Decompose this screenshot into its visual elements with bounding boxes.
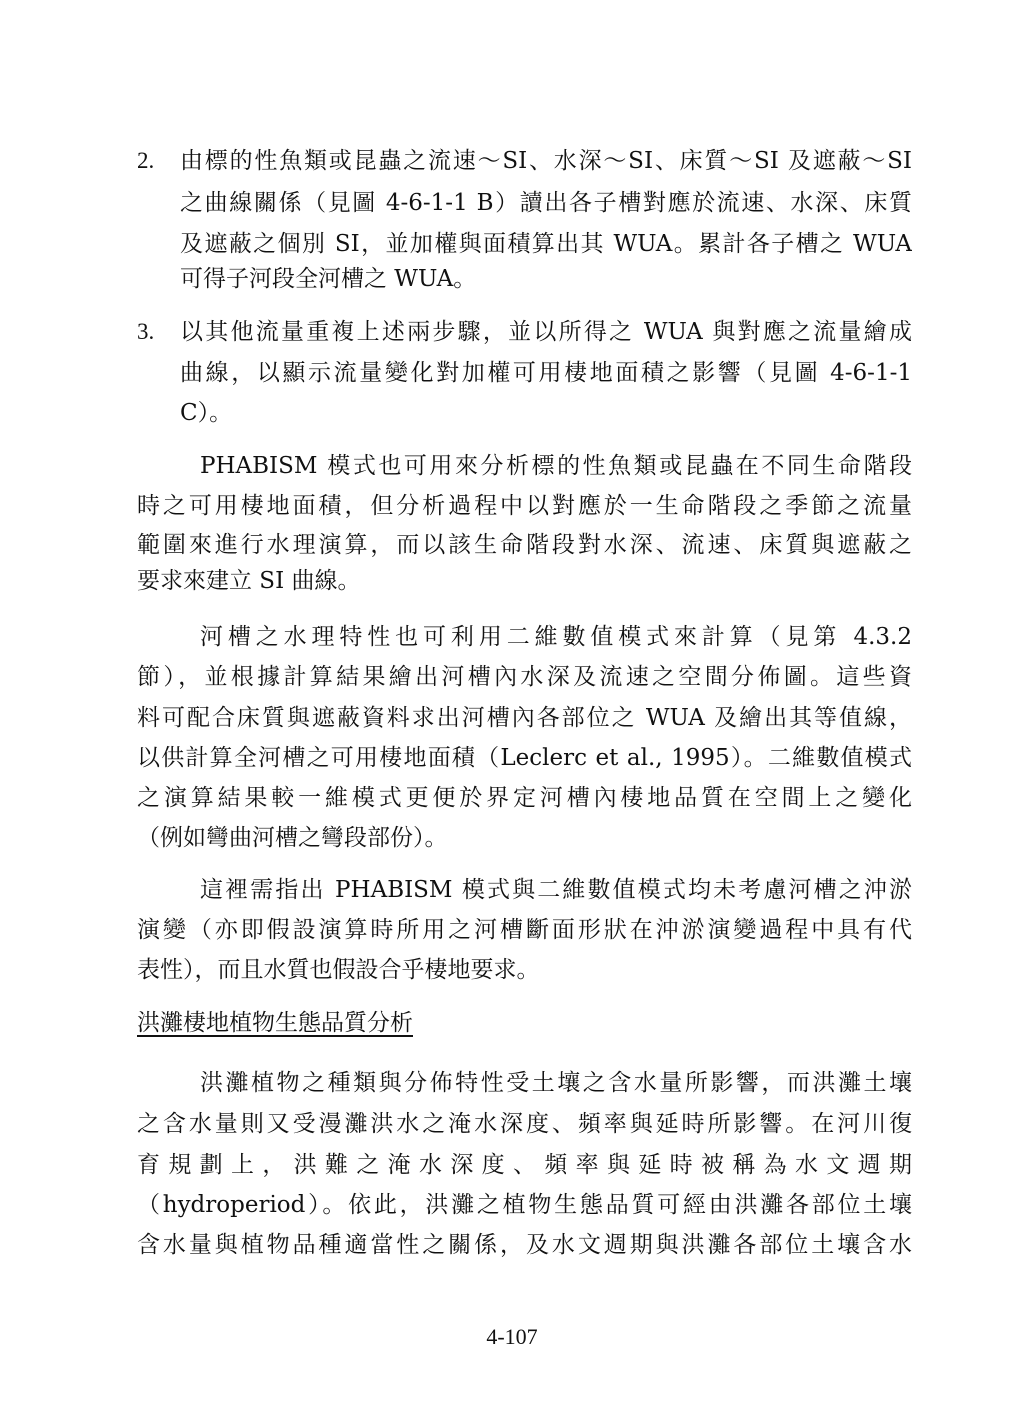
section-heading: 洪灘棲地植物生態品質分析	[137, 1010, 413, 1036]
page-number: 4-107	[486, 1324, 538, 1349]
paragraph-line: 洪灘植物之種類與分佈特性受土壤之含水量所影響，而洪灘土壤	[200, 1070, 912, 1096]
paragraph-line: （例如彎曲河槽之彎段部份）。	[137, 825, 448, 851]
paragraph-line: 時之可用棲地面積，但分析過程中以對應於一生命階段之季節之流量	[137, 493, 912, 519]
list-item-line: 之曲線關係（見圖 4-6-1-1 B）讀出各子槽對應於流速、水深、床質	[180, 190, 912, 216]
list-item-line: 曲線，以顯示流量變化對加權可用棲地面積之影響（見圖 4-6-1-1	[180, 360, 912, 386]
paragraph-line: 之含水量則又受漫灘洪水之淹水深度、頻率與延時所影響。在河川復	[137, 1111, 912, 1137]
list-number: 3.	[137, 319, 155, 344]
paragraph-line: 範圍來進行水理演算，而以該生命階段對水深、流速、床質與遮蔽之	[137, 532, 912, 558]
paragraph-line: 這裡需指出 PHABISM 模式與二維數值模式均未考慮河槽之沖淤	[200, 877, 912, 903]
paragraph-line: 以供計算全河槽之可用棲地面積（Leclerc et al., 1995）。二維數值模式	[137, 745, 912, 771]
paragraph-line: 河槽之水理特性也可利用二維數值模式來計算（見第 4.3.2	[200, 624, 912, 650]
list-item-line: 可得子河段全河槽之 WUA。	[180, 266, 477, 292]
paragraph-line: 演變（亦即假設演算時所用之河槽斷面形狀在沖淤演變過程中具有代	[137, 917, 912, 943]
list-number: 2.	[137, 148, 155, 173]
paragraph-line: 育規劃上，洪難之淹水深度、頻率與延時被稱為水文週期	[137, 1152, 912, 1178]
paragraph-line: （hydroperiod）。依此，洪灘之植物生態品質可經由洪灘各部位土壤	[137, 1192, 912, 1218]
paragraph-line: 要求來建立 SI 曲線。	[137, 568, 361, 594]
paragraph-line: 料可配合床質與遮蔽資料求出河槽內各部位之 WUA 及繪出其等值線，	[137, 705, 912, 731]
paragraph-line: 表性），而且水質也假設合乎棲地要求。	[137, 957, 540, 983]
paragraph-line: PHABISM 模式也可用來分析標的性魚類或昆蟲在不同生命階段	[200, 453, 912, 479]
list-item-line: C）。	[180, 400, 233, 426]
paragraph-line: 節），並根據計算結果繪出河槽內水深及流速之空間分佈圖。這些資	[137, 664, 912, 690]
paragraph-line: 之演算結果較一維模式更便於界定河槽內棲地品質在空間上之變化	[137, 785, 912, 811]
list-item-line: 以其他流量重複上述兩步驟，並以所得之 WUA 與對應之流量繪成	[180, 319, 912, 345]
paragraph-line: 含水量與植物品種適當性之關係，及水文週期與洪灘各部位土壤含水	[137, 1232, 912, 1258]
list-item-line: 由標的性魚類或昆蟲之流速～SI、水深～SI、床質～SI 及遮蔽～SI	[180, 148, 912, 174]
list-item-line: 及遮蔽之個別 SI，並加權與面積算出其 WUA。累計各子槽之 WUA	[180, 231, 912, 257]
